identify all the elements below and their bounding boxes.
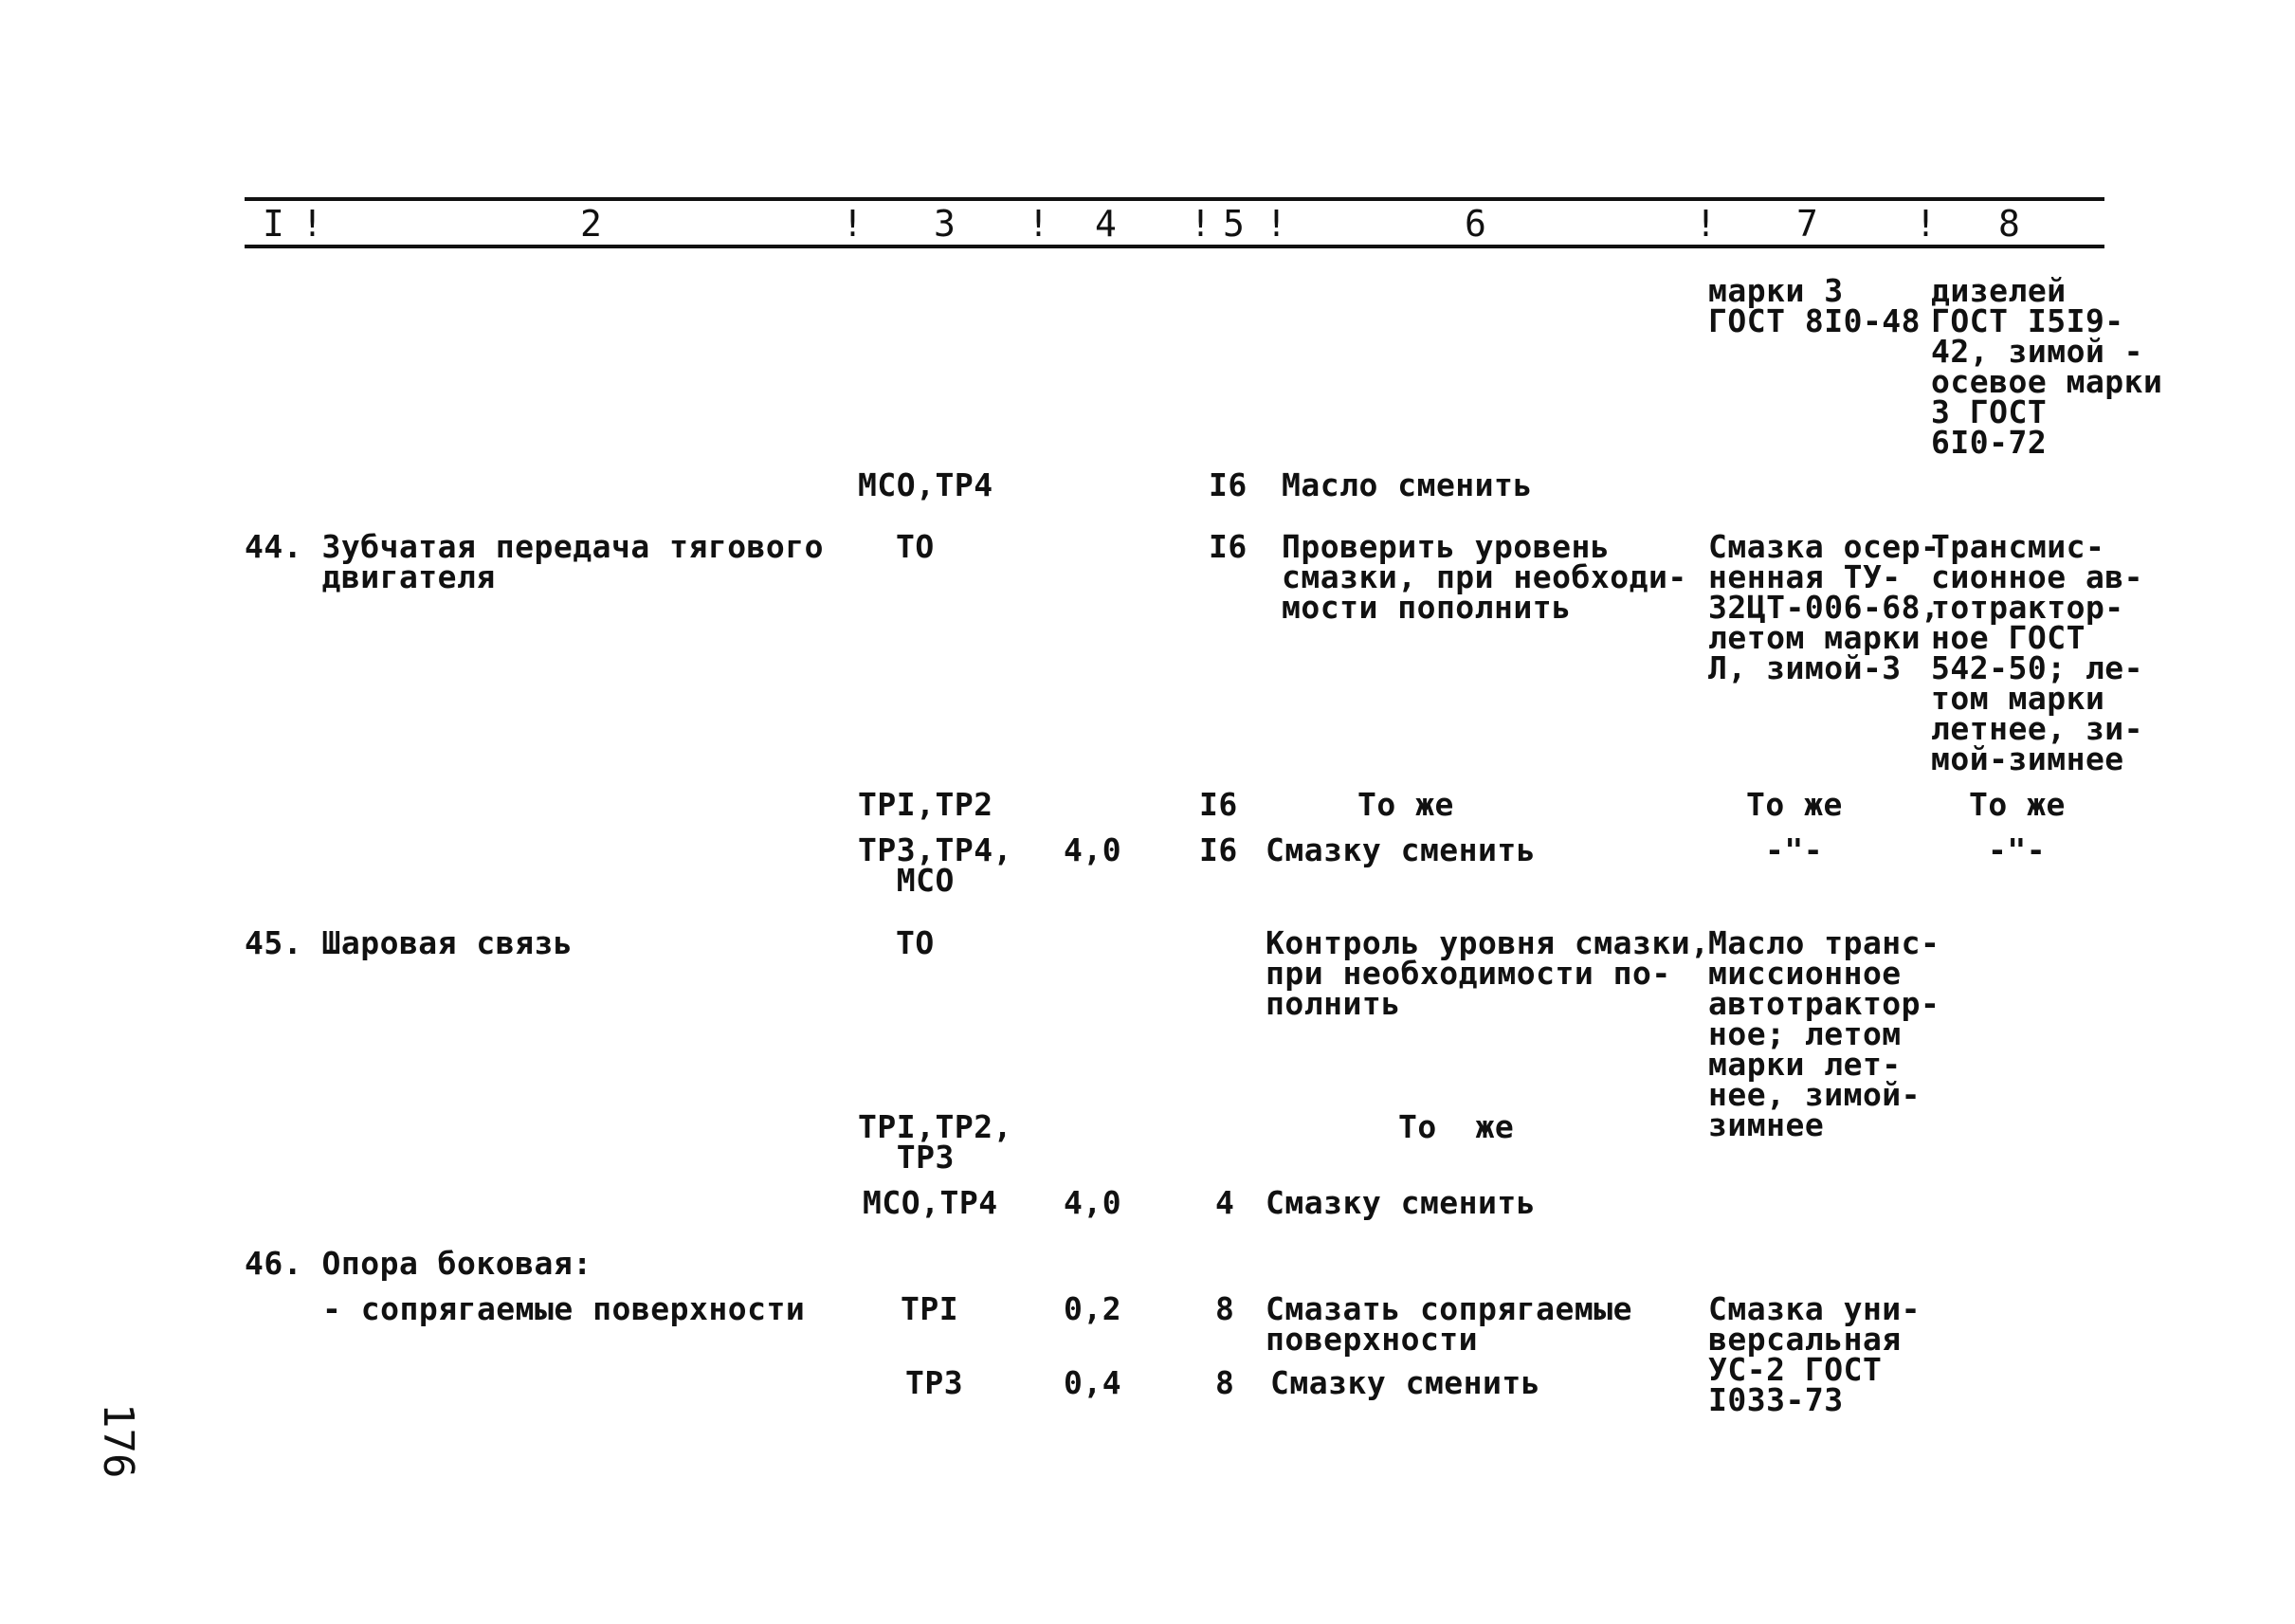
item44-col7-line: ненная ТУ- (1708, 558, 1902, 595)
cont-col8-line: ГОСТ I5I9- (1931, 302, 2124, 339)
header-sep: ! (842, 203, 864, 245)
item45-col7-line: Масло транс- (1708, 924, 1940, 961)
row46b-col5: 8 (1215, 1364, 1235, 1401)
item45-col7-line: ное; летом (1708, 1015, 1902, 1052)
row46b-col3: ТР3 (905, 1364, 964, 1401)
item44-col8-line: летнее, зи- (1931, 710, 2144, 747)
header-sep: ! (301, 203, 323, 245)
row46a-col5: 8 (1215, 1290, 1235, 1327)
row45c-col3: МСО,ТР4 (863, 1184, 998, 1221)
row44c-col6: Смазку сменить (1266, 831, 1537, 868)
row46a-col2: - сопрягаемые поверхности (322, 1290, 806, 1327)
item45-col3: ТО (896, 924, 935, 961)
row44c-col5: I6 (1199, 831, 1238, 868)
cont-col8-line: 6I0-72 (1931, 424, 2048, 461)
item45-col7-line: миссионное (1708, 955, 1902, 992)
row44c-col3-line: МСО (858, 862, 955, 899)
item45-col7-line: зимнее (1708, 1106, 1825, 1143)
row46a-col6-line: поверхности (1266, 1321, 1479, 1358)
header-sep: ! (1266, 203, 1287, 245)
item44-col6-line: Проверить уровень (1282, 528, 1611, 565)
row44b-col7: То же (1746, 786, 1843, 823)
item44-col7-line: Л, зимой-З (1708, 649, 1902, 686)
row45c-col6: Смазку сменить (1266, 1184, 1537, 1221)
cont-col7-line: ГОСТ 8I0-48 (1708, 302, 1922, 339)
page-number: 176 (94, 1403, 142, 1479)
row46b-col4: 0,4 (1064, 1364, 1122, 1401)
row46a-col3: ТРI (901, 1290, 959, 1327)
cont-col7-line: марки 3 (1708, 272, 1844, 309)
item44-col7-line: летом марки (1708, 619, 1922, 656)
item44-col8-line: том марки (1931, 680, 2105, 717)
header-sep: ! (1190, 203, 1211, 245)
item44-col5: I6 (1209, 528, 1248, 565)
cont-col8-line: 42, зимой - (1931, 333, 2144, 370)
item44-col8-line: тотрактор- (1931, 589, 2124, 626)
item45-col6-line: при необходимости по- (1266, 955, 1671, 992)
item44-col8-line: Трансмис- (1931, 528, 2105, 565)
item44-col3: ТО (896, 528, 935, 565)
row45c-col4: 4,0 (1064, 1184, 1122, 1221)
row44b-col6: То же (1357, 786, 1454, 823)
row46a-col7-line: I033-73 (1708, 1381, 1844, 1418)
item45-col6-line: Контроль уровня смазки, (1266, 924, 1710, 961)
row46a-col7-line: УС-2 ГОСТ (1708, 1351, 1883, 1388)
header-top-rule (245, 197, 2104, 201)
row44c-col7: -"- (1765, 831, 1824, 868)
item45-name: 45. Шаровая связь (245, 924, 574, 961)
item46-name: 46. Опора боковая: (245, 1245, 592, 1282)
item45-col7-line: нее, зимой- (1708, 1076, 1922, 1113)
row44c-col3-line: ТР3,ТР4, (858, 831, 1012, 868)
row46b-col6: Смазку сменить (1270, 1364, 1541, 1401)
row45c-col5: 4 (1215, 1184, 1235, 1221)
item44-col6-line: смазки, при необходи- (1282, 558, 1687, 595)
row46a-col6-line: Смазать сопрягаемые (1266, 1290, 1632, 1327)
cont-col8-line: 3 ГОСТ (1931, 393, 2048, 430)
row45b-col3-line: ТРI,ТР2, (858, 1108, 1012, 1145)
item44-name-line: двигателя (245, 558, 496, 595)
header-col-4: 4 (1095, 203, 1117, 245)
item44-col8-line: сионное ав- (1931, 558, 2144, 595)
item45-col6-line: полнить (1266, 985, 1401, 1022)
row46a-col7-line: Смазка уни- (1708, 1290, 1922, 1327)
header-col-5: 5 (1223, 203, 1245, 245)
item44-col8-line: 542-50; ле- (1931, 649, 2144, 686)
row44b-col8: То же (1969, 786, 2066, 823)
item45-col7-line: автотрактор- (1708, 985, 1940, 1022)
row45b-col6: То же (1398, 1108, 1515, 1145)
row45b-col3-line: ТР3 (858, 1139, 955, 1176)
row44c-col4: 4,0 (1064, 831, 1122, 868)
header-sep: ! (1915, 203, 1937, 245)
item44-col8-line: мой-зимнее (1931, 740, 2124, 777)
row44b-col3: ТРI,ТР2 (858, 786, 993, 823)
header-col-7: 7 (1796, 203, 1818, 245)
header-col-1: I (263, 203, 284, 245)
row44c-col8: -"- (1988, 831, 2047, 868)
row46a-col4: 0,2 (1064, 1290, 1122, 1327)
row44b-col5: I6 (1199, 786, 1238, 823)
header-bottom-rule (245, 245, 2104, 248)
item44-col7-line: Смазка осер- (1708, 528, 1940, 565)
header-sep: ! (1695, 203, 1717, 245)
header-sep: ! (1028, 203, 1049, 245)
header-col-8: 8 (1998, 203, 2020, 245)
cont-col8-line: осевое марки (1931, 363, 2163, 400)
row1-col5: I6 (1209, 466, 1248, 503)
item45-col7-line: марки лет- (1708, 1046, 1902, 1083)
cont-col8-line: дизелей (1931, 272, 2067, 309)
item44-col6-line: мости пополнить (1282, 589, 1572, 626)
item44-name-line: 44. Зубчатая передача тягового (245, 528, 825, 565)
row1-col6: Масло сменить (1282, 466, 1533, 503)
item44-col8-line: ное ГОСТ (1931, 619, 2086, 656)
header-col-3: 3 (934, 203, 956, 245)
row1-col3: МСО,ТР4 (858, 466, 993, 503)
header-col-6: 6 (1465, 203, 1486, 245)
row46a-col7-line: версальная (1708, 1321, 1902, 1358)
header-col-2: 2 (580, 203, 602, 245)
item44-col7-line: 32ЦТ-006-68, (1708, 589, 1940, 626)
